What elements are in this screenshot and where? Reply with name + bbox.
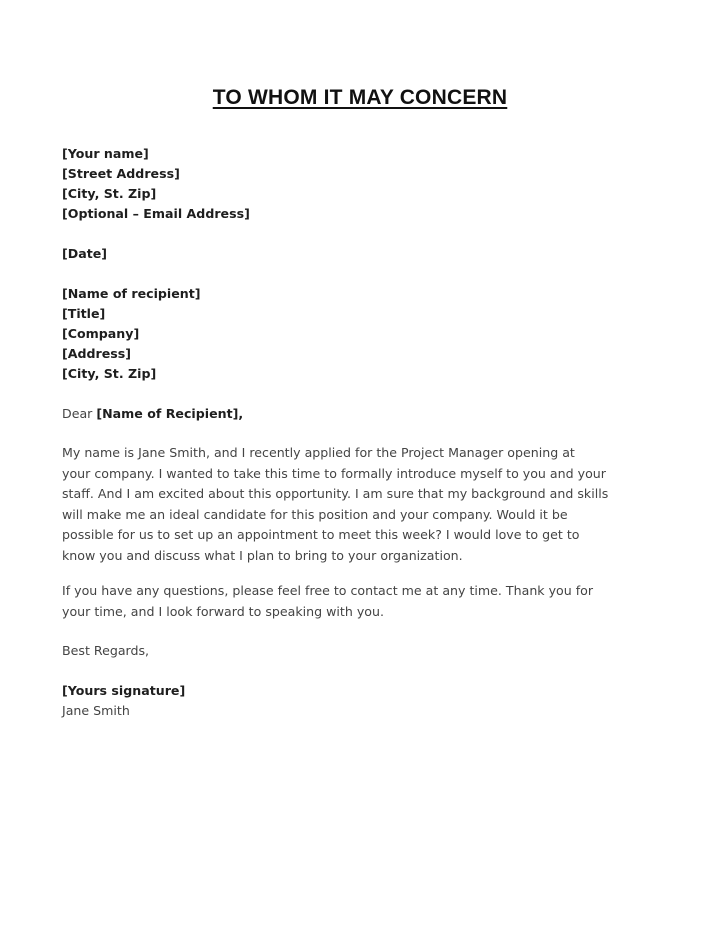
signer-name: Jane Smith bbox=[62, 703, 130, 718]
sender-street: [Street Address] bbox=[62, 166, 180, 181]
date-block bbox=[62, 244, 107, 264]
letter-date: [Date] bbox=[62, 246, 108, 261]
sender-address-block bbox=[62, 144, 250, 224]
body-paragraph-2 bbox=[62, 581, 662, 622]
signature-block bbox=[62, 681, 185, 721]
paragraph-line: possible for us to set up an appointment to meet this week? I would love to get to bbox=[62, 527, 580, 542]
paragraph-line: know you and discuss what I plan to bring to your organization. bbox=[62, 547, 463, 563]
paragraph-line: My name is Jane Smith, and I recently applied for the Project Manager opening at bbox=[62, 445, 575, 460]
title-text: TO WHOM IT MAY CONCERN bbox=[212, 86, 508, 109]
recipient-company: [Company] bbox=[62, 326, 140, 341]
paragraph-line: your time, and I look forward to speaking with you. bbox=[62, 603, 384, 619]
signature-placeholder: [Yours signature] bbox=[62, 683, 186, 698]
sender-name: [Your name] bbox=[62, 146, 149, 161]
salutation-prefix: Dear bbox=[62, 406, 97, 421]
recipient-title: [Title] bbox=[62, 306, 106, 321]
salutation-name: [Name of Recipient], bbox=[96, 406, 244, 421]
salutation bbox=[62, 404, 243, 424]
paragraph-line: staff. And I am excited about this opportunity. I am sure that my background and skills bbox=[62, 486, 609, 501]
paragraph-line: If you have any questions, please feel free to contact me at any time. Thank you for bbox=[62, 583, 594, 598]
closing bbox=[62, 641, 149, 661]
paragraph-line: will make me an ideal candidate for this position and your company. Would it be bbox=[62, 506, 568, 522]
closing-text: Best Regards, bbox=[62, 643, 150, 658]
recipient-city: [City, St. Zip] bbox=[62, 366, 157, 381]
recipient-name: [Name of recipient] bbox=[62, 286, 201, 301]
recipient-address-block bbox=[62, 284, 201, 384]
sender-city: [City, St. Zip] bbox=[62, 186, 157, 201]
recipient-address: [Address] bbox=[62, 346, 132, 361]
paragraph-line: your company. I wanted to take this time to formally introduce myself to you and your bbox=[62, 465, 606, 481]
body-paragraph-1 bbox=[62, 443, 662, 566]
sender-email: [Optional – Email Address] bbox=[62, 206, 250, 221]
letter-title bbox=[0, 86, 720, 110]
